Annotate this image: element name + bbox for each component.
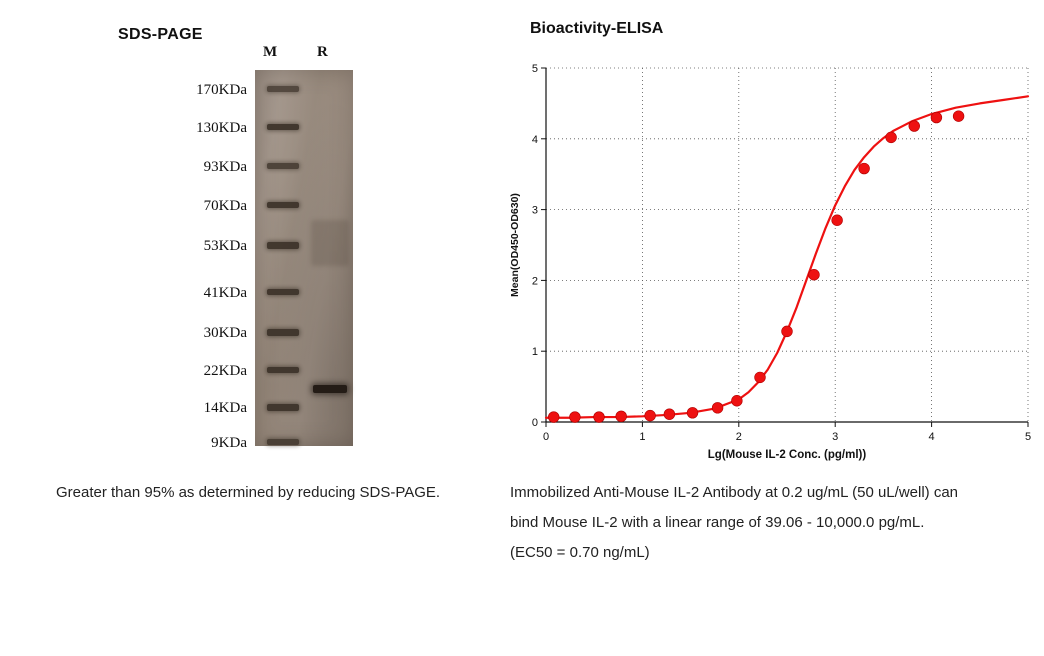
y-tick-label: 4 bbox=[531, 133, 538, 146]
x-tick-label: 3 bbox=[832, 431, 839, 443]
mw-label: 9KDa bbox=[211, 435, 247, 451]
ladder-band bbox=[267, 439, 299, 445]
data-point bbox=[616, 411, 627, 422]
fit-curve bbox=[546, 96, 1028, 417]
mw-label: 93KDa bbox=[203, 159, 247, 175]
elisa-chart-title: Bioactivity-ELISA bbox=[530, 20, 664, 37]
ladder-band bbox=[267, 404, 299, 411]
mw-label: 170KDa bbox=[196, 82, 247, 98]
ladder-band bbox=[267, 124, 299, 130]
mw-label: 22KDa bbox=[203, 363, 247, 379]
data-point bbox=[687, 407, 698, 418]
x-tick-label: 2 bbox=[735, 431, 742, 443]
y-axis-label: Mean(OD450-OD630) bbox=[509, 193, 521, 297]
data-point bbox=[570, 412, 581, 423]
sds-page-caption: Greater than 95% as determined by reducing SDS-PAGE. bbox=[56, 484, 441, 501]
y-tick-label: 1 bbox=[531, 346, 538, 359]
x-tick-label: 4 bbox=[928, 431, 935, 443]
sample-lane-smear bbox=[311, 220, 349, 266]
data-point bbox=[782, 326, 793, 337]
data-point bbox=[664, 409, 675, 420]
mw-label: 14KDa bbox=[203, 400, 247, 416]
elisa-chart-svg bbox=[500, 50, 1040, 461]
data-point bbox=[832, 215, 843, 226]
y-tick-label: 3 bbox=[531, 204, 538, 217]
data-point bbox=[645, 410, 656, 421]
elisa-panel bbox=[500, 0, 1044, 656]
mw-label: 130KDa bbox=[196, 120, 247, 136]
ladder-band bbox=[267, 202, 299, 208]
mw-label: 30KDa bbox=[203, 325, 247, 341]
mw-label: 70KDa bbox=[203, 198, 247, 214]
mw-label: 41KDa bbox=[203, 285, 247, 301]
gel-image bbox=[255, 44, 353, 446]
y-tick-label: 2 bbox=[531, 275, 538, 288]
ladder-band bbox=[267, 86, 299, 92]
ladder-band bbox=[267, 163, 299, 169]
data-point bbox=[755, 372, 766, 383]
ladder-band bbox=[267, 329, 299, 336]
lane-label-reducing: R bbox=[317, 44, 328, 60]
data-point bbox=[886, 132, 897, 143]
data-point bbox=[712, 402, 723, 413]
elisa-caption: Immobilized Anti-Mouse IL-2 Antibody at 0.2 ug/mL (50 uL/well) can bind Mouse IL-2 with a linear range of 39.06 - 10,000.0 pg/mL. (EC50 = 0.70 ng/mL) bbox=[510, 484, 959, 561]
x-tick-label: 5 bbox=[1024, 431, 1032, 443]
data-point bbox=[931, 112, 942, 123]
x-axis-label: Lg(Mouse IL-2 Conc. (pg/ml)) bbox=[707, 449, 867, 461]
data-point bbox=[731, 395, 742, 406]
sample-protein-band bbox=[313, 385, 347, 393]
data-point bbox=[953, 111, 964, 122]
ladder-band bbox=[267, 242, 299, 249]
molecular-weight-scale bbox=[155, 70, 247, 451]
data-point bbox=[909, 121, 920, 132]
x-tick-label: 1 bbox=[639, 431, 646, 443]
y-tick-label: 5 bbox=[531, 63, 538, 75]
ladder-band bbox=[267, 367, 299, 373]
elisa-chart bbox=[500, 50, 1040, 461]
ladder-band bbox=[267, 289, 299, 295]
sds-page-panel bbox=[0, 0, 500, 656]
data-point bbox=[594, 412, 605, 423]
data-point bbox=[859, 163, 870, 174]
data-point bbox=[809, 269, 820, 280]
y-tick-label: 0 bbox=[531, 417, 538, 429]
x-tick-label: 0 bbox=[542, 431, 550, 443]
data-point bbox=[548, 412, 559, 423]
sds-page-title: SDS-PAGE bbox=[118, 26, 203, 43]
lane-label-marker: M bbox=[263, 44, 278, 60]
mw-label: 53KDa bbox=[203, 238, 247, 254]
